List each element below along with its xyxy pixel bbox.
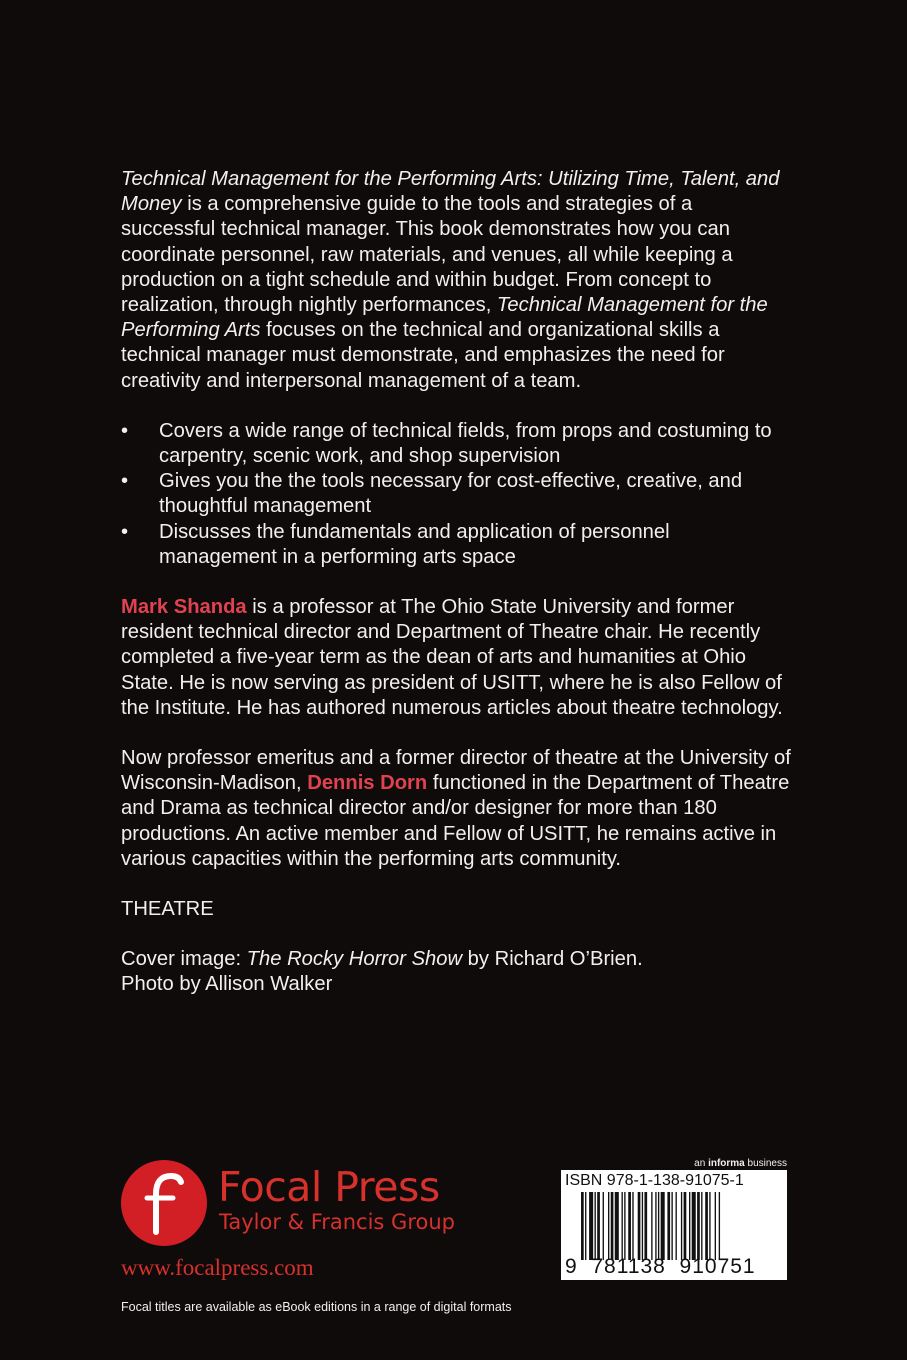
barcode — [561, 1170, 787, 1280]
barcode-bar — [701, 1192, 702, 1260]
barcode-bar — [667, 1192, 670, 1260]
barcode-bar — [597, 1192, 600, 1260]
barcode-bar — [632, 1192, 633, 1260]
barcode-digits: 9 781138 910751 — [565, 1255, 756, 1278]
barcode-bar — [615, 1192, 619, 1260]
barcode-bar — [611, 1192, 614, 1260]
ebook-note: Focal titles are available as eBook editions in a range of digital formats — [121, 1300, 512, 1314]
book-title-repeat: Technical Management for the Performing Arts — [121, 294, 768, 342]
show-title: The Rocky Horror Show — [246, 948, 463, 971]
barcode-bar — [709, 1192, 710, 1260]
barcode-bar — [622, 1192, 623, 1260]
author-name: Dennis Dorn — [307, 772, 428, 795]
author-name: Mark Shanda — [121, 596, 247, 619]
bullet-icon: • — [121, 520, 129, 543]
barcode-bar — [589, 1192, 593, 1260]
barcode-bar — [581, 1192, 584, 1260]
barcode-bar — [715, 1192, 716, 1260]
informa-label: an informa business — [694, 1158, 787, 1169]
author-bio-shanda: Mark Shanda is a professor at The Ohio State University and former resident technical director and Department of Theatre chair. He recently completed a five-year term as the dean of arts and humanities at Ohio State. He is now serving as president of USITT, where he is also Fellow of the Institute. He has authored numerous articles about theatre technology. — [121, 596, 783, 719]
barcode-bar — [689, 1192, 690, 1260]
isbn-text: ISBN 978-1-138-91075-1 — [565, 1172, 744, 1189]
barcode-bar — [671, 1192, 672, 1260]
barcode-bar — [719, 1192, 720, 1260]
barcode-bar — [628, 1192, 631, 1260]
barcode-bar — [697, 1192, 700, 1260]
photo-credit: Photo by Allison Walker — [121, 973, 333, 996]
barcode-bar — [661, 1192, 665, 1260]
author-bio-dorn: Now professor emeritus and a former director of theatre at the University of Wisconsin-Madison, Dennis Dorn functioned in the Department of Theatre and Drama as technical director and/or designer for more than 180 productions. An active member and Fellow of USITT, he remains active in various capacities within the performing arts community. — [121, 747, 791, 870]
barcode-bar — [644, 1192, 647, 1260]
list-item: • Gives you the the tools necessary for cost-effective, creative, and thoughtful management — [121, 470, 743, 518]
barcode-bar — [684, 1192, 687, 1260]
barcode-bar — [658, 1192, 659, 1260]
barcode-bar — [705, 1192, 708, 1260]
barcode-bars — [581, 1192, 771, 1260]
barcode-bar — [595, 1192, 596, 1260]
book-description: Technical Management for the Performing Arts: Utilizing Time, Talent, and Money is a comprehensive guide to the tools and strategies of a successful technical manager. This book demonstrates how you can coordinate personnel, raw materials, and venues, all while keeping a production on a tight schedule and within budget. From concept to realization, through nightly performances, Technical Management for the Performing Arts focuses on the technical and organizational skills a technical manager must demonstrate, and emphasizes the need for creativity and interpersonal management of a team. — [121, 168, 780, 392]
cover-credit: Cover image: The Rocky Horror Show by Richard O’Brien. Photo by Allison Walker — [121, 948, 643, 996]
barcode-bar — [624, 1192, 625, 1260]
barcode-bar — [681, 1192, 682, 1260]
barcode-bar — [655, 1192, 656, 1260]
barcode-bar — [608, 1192, 609, 1260]
barcode-bar — [651, 1192, 652, 1260]
publisher-name: Focal Press — [218, 1163, 440, 1211]
bullet-icon: • — [121, 470, 129, 493]
feature-list — [121, 419, 791, 570]
focal-press-logo-icon — [121, 1160, 207, 1246]
book-title: Technical Management for the Performing Arts: Utilizing Time, Talent, and Money — [121, 168, 780, 216]
list-item: • Discusses the fundamentals and application of personnel management in a performing arts space — [121, 520, 670, 568]
category-label: THEATRE — [121, 898, 214, 921]
back-cover-text — [121, 167, 791, 1023]
bullet-icon: • — [121, 419, 129, 442]
barcode-bar — [603, 1192, 604, 1260]
barcode-bar — [692, 1192, 696, 1260]
barcode-bar — [676, 1192, 677, 1260]
publisher-group: Taylor & Francis Group — [219, 1210, 455, 1234]
barcode-bar — [585, 1192, 586, 1260]
barcode-bar — [642, 1192, 643, 1260]
barcode-bar — [638, 1192, 641, 1260]
publisher-url: www.focalpress.com — [121, 1255, 314, 1280]
list-item: • Covers a wide range of technical fields, from props and costuming to carpentry, scenic work, and shop supervision — [121, 419, 772, 468]
